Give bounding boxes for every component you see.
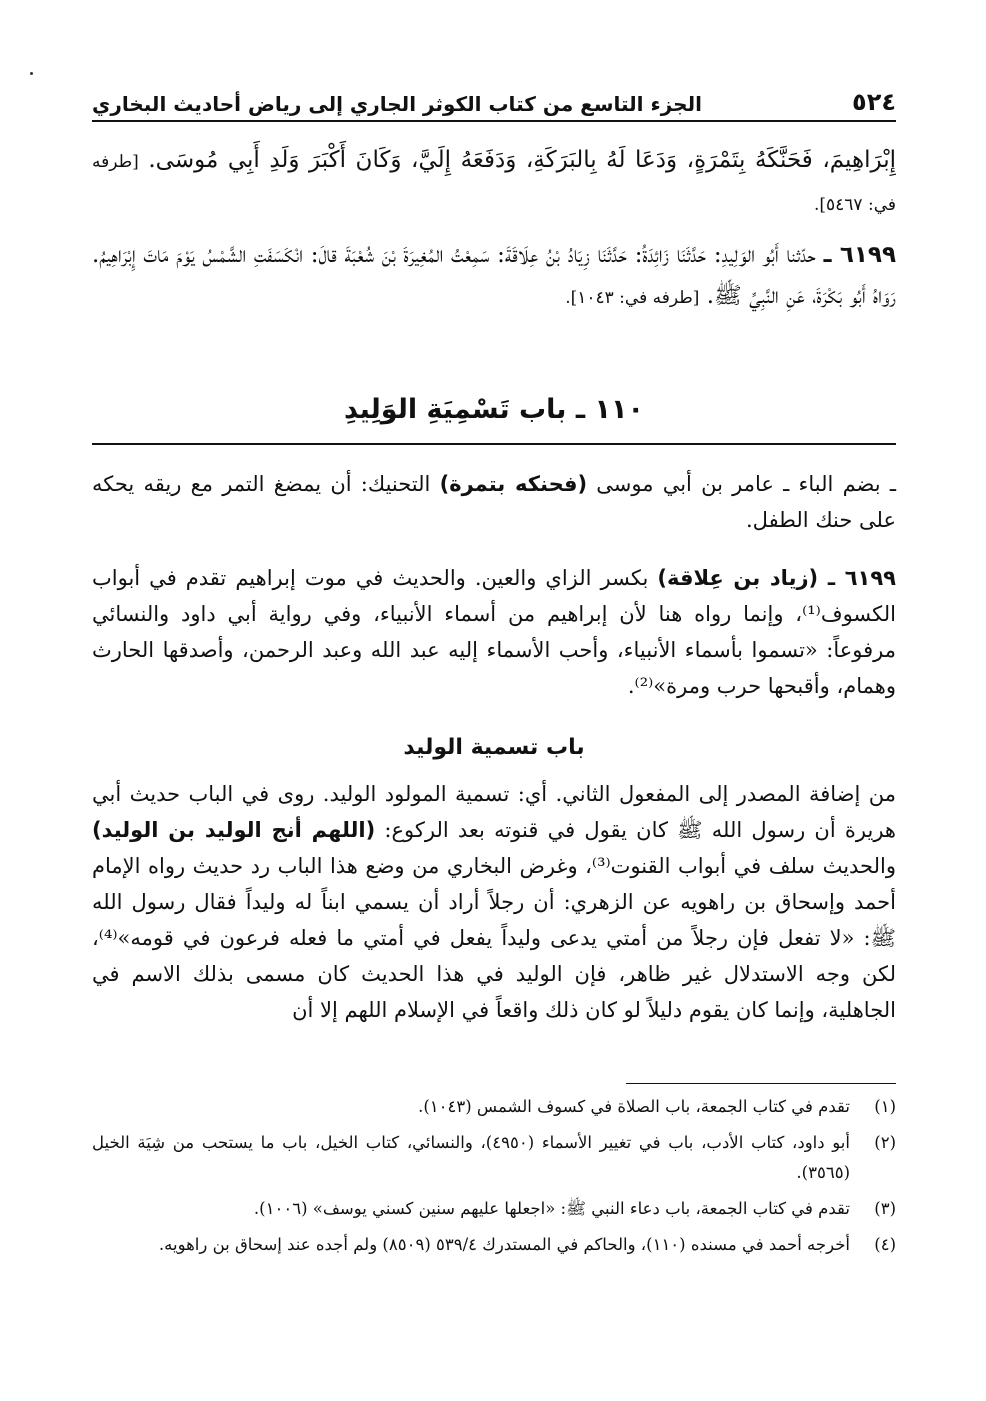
commentary-paragraph-1 [92, 466, 896, 538]
page-number: ٥٢٤ [852, 88, 896, 116]
commentary-3-a: من إضافة المصدر إلى المفعول الثاني. أي: تسمية المولود الوليد. روى في الباب حديث أبي هريرة أن رسول الله ﷺ كان يقول في قنوته بعد الركوع: [92, 782, 896, 842]
footnote-number: (٣) [874, 1199, 896, 1218]
hadith-continuation-ref: [طرفه في: ٥٤٦٧]. [92, 152, 896, 215]
commentary-3-b: والحديث سلف في أبواب القنوت⁽³⁾، وغرض البخاري من وضع هذا الباب رد حديث رواه الإمام أحمد وإسحاق بن راهويه عن الزهري: أن رجلاً أراد أن يسمي ابناً له وليداً فقال رسول الله ﷺ: «لا تفعل فإن رجلاً من أمتي يدعى وليداً يفعل في أمتي ما فعله فرعون في قومه»⁽⁴⁾، لكن وجه الاستدلال غير ظاهر، فإن الوليد في هذا الحديث كان مسمى بذلك الاسم في الجاهلية، وإنما كان يقوم دليلاً لو كان ذلك واقعاً في الإسلام اللهم إلا أن [92, 854, 896, 1022]
scan-speck [30, 72, 33, 75]
footnote-text: أخرجه أحمد في مسنده (١١٠)، والحاكم في المستدرك ٥٣٩/٤ (٨٥٠٩) ولم أجده عند إسحاق بن راهويه. [158, 1235, 850, 1254]
footnote-3 [92, 1194, 896, 1224]
commentary-1-pre: ـ بضم الباء ـ عامر بن أبي موسى [596, 472, 896, 496]
footnotes [92, 1092, 896, 1266]
running-title: الجزء التاسع من كتاب الكوثر الجاري إلى رياض أحاديث البخاري [92, 92, 702, 116]
commentary-3-bold: (اللهم أنج الوليد بن الوليد) [92, 818, 376, 842]
footnote-text: أبو داود، كتاب الأدب، باب في تغيير الأسماء (٤٩٥٠)، والنسائي، كتاب الخيل، باب ما يستحب من شِيَة الخيل (٣٥٦٥). [92, 1133, 850, 1182]
footnote-divider [626, 1083, 896, 1084]
commentary-paragraph-2 [92, 560, 896, 704]
footnote-text: تقدم في كتاب الجمعة، باب الصلاة في كسوف الشمس (١٠٤٣). [418, 1097, 850, 1116]
footnote-4 [92, 1230, 896, 1260]
chapter-heading: ١١٠ ـ باب تَسْمِيَةِ الوَلِيدِ [344, 394, 644, 425]
commentary-2-text: بكسر الزاي والعين. والحديث في موت إبراهيم تقدم في أبواب الكسوف⁽¹⁾، وإنما رواه هنا لأن إبراهيم من أسماء الأنبياء، وفي رواية أبي داود والنسائي مرفوعاً: «تسموا بأسماء الأنبياء، وأحب الأسماء إليه عبد الله وعبد الرحمن، وأصدقها الحارث وهمام، وأقبحها حرب ومرة»⁽²⁾. [92, 566, 896, 698]
commentary-paragraph-3 [92, 776, 896, 1028]
commentary-1-bold: (فحنكه بتمرة) [439, 472, 588, 496]
footnote-2 [92, 1128, 896, 1188]
running-header [92, 78, 896, 122]
footnote-number: (١) [874, 1097, 896, 1116]
hadith-continuation-text: إِبْرَاهِيمَ، فَحَنَّكَهُ بِتَمْرَةٍ، وَدَعَا لَهُ بِالبَرَكَةِ، وَدَفَعَهُ إِلَيَّ، وَكَانَ أَكْبَرَ وَلَدِ أَبِي مُوسَى. [148, 147, 896, 173]
hadith-number: ٦١٩٩ ـ [823, 242, 896, 268]
footnote-number: (٤) [874, 1235, 896, 1254]
section-divider [92, 443, 896, 445]
commentary-1-post: التحنيك: أن يمضغ التمر مع ريقه يحكه على حنك الطفل. [92, 472, 896, 532]
hadith-text: حدّثنا أَبُو الوَلِيدِ: حَدَّثَنَا زَائِدَةُ: حَدَّثَنَا زِيَادُ بْنُ عِلَاقَةَ: سَمِعْتُ المُغِيرَةَ بْنَ شُعْبَةَ قالَ: انْكَسَفَتِ الشَّمْسُ يَوْمَ مَاتَ إِبْرَاهِيمُ. رَوَاهُ أَبُو بَكْرَةَ، عَنِ النَّبِيِّ ﷺ. [92, 242, 896, 309]
hadith-6199 [92, 235, 896, 319]
footnote-1 [92, 1092, 896, 1122]
sub-heading: باب تسمية الوليد [403, 735, 585, 760]
hadith-continuation [92, 140, 896, 226]
footnote-text: تقدم في كتاب الجمعة، باب دعاء النبي ﷺ: «اجعلها عليهم سنين كسني يوسف» (١٠٠٦). [253, 1199, 850, 1218]
hadith-ref: [طرفه في: ١٠٤٣]. [565, 288, 700, 308]
commentary-2-bold: ٦١٩٩ ـ (زياد بن عِلاقة) [657, 566, 896, 590]
footnote-number: (٢) [874, 1133, 896, 1152]
